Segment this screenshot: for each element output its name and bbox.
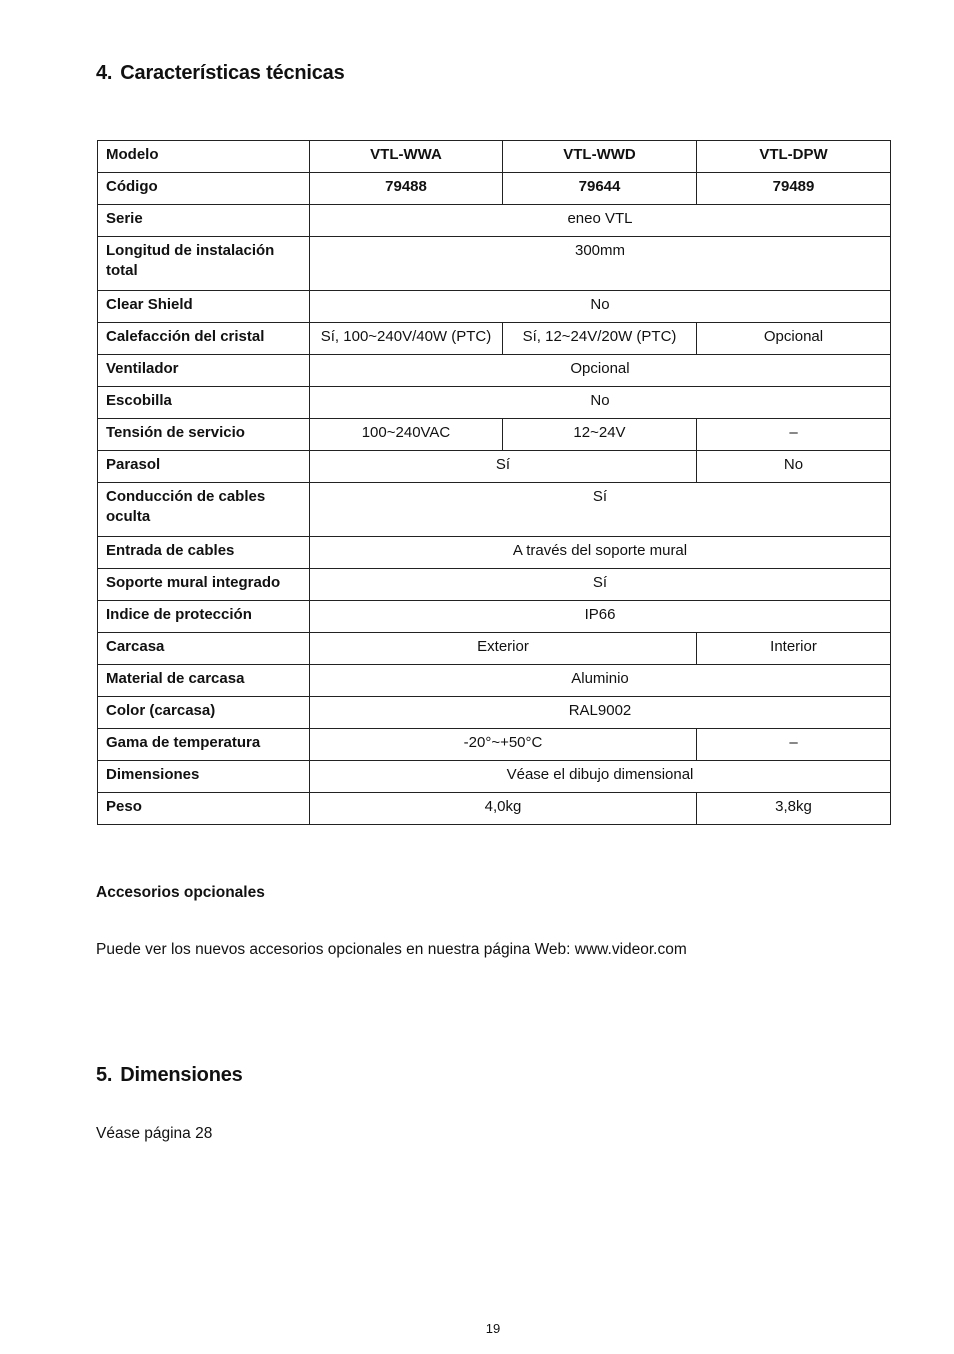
cell-value: No <box>310 291 891 323</box>
table-row <box>98 237 891 291</box>
cell-value: No <box>310 387 891 419</box>
row-label: Modelo <box>98 141 310 173</box>
table-row <box>98 291 891 323</box>
cell-value: 3,8kg <box>697 793 891 825</box>
table-row <box>98 387 891 419</box>
table-row <box>98 633 891 665</box>
model-name: VTL-WWA <box>310 141 503 173</box>
cell-value: Opcional <box>310 355 891 387</box>
model-name: VTL-WWD <box>503 141 697 173</box>
spec-table <box>97 140 891 825</box>
row-label: Código <box>98 173 310 205</box>
code-value: 79644 <box>503 173 697 205</box>
table-row <box>98 569 891 601</box>
section-5-text: Véase página 28 <box>96 1125 213 1142</box>
model-name: VTL-DPW <box>697 141 891 173</box>
cell-value: 300mm <box>310 237 891 291</box>
accessories-text: Puede ver los nuevos accesorios opcionales en nuestra página Web: www.videor.com <box>96 941 687 958</box>
table-row <box>98 205 891 237</box>
table-row <box>98 537 891 569</box>
row-label: Serie <box>98 205 310 237</box>
code-value: 79488 <box>310 173 503 205</box>
cell-value: Sí <box>310 569 891 601</box>
cell-value: Sí, 100~240V/40W (PTC) <box>310 323 503 355</box>
cell-value: RAL9002 <box>310 697 891 729</box>
table-row <box>98 601 891 633</box>
section-title: Características técnicas <box>120 62 345 84</box>
section-number: 4. <box>96 62 113 84</box>
table-row <box>98 665 891 697</box>
cell-value: IP66 <box>310 601 891 633</box>
row-label: Carcasa <box>98 633 310 665</box>
cell-value: eneo VTL <box>310 205 891 237</box>
cell-value: No <box>697 451 891 483</box>
section-title: Dimensiones <box>120 1064 243 1086</box>
table-row <box>98 173 891 205</box>
cell-value: Sí, 12~24V/20W (PTC) <box>503 323 697 355</box>
row-label: Conducción de cables oculta <box>98 483 310 537</box>
row-label: Escobilla <box>98 387 310 419</box>
row-label: Peso <box>98 793 310 825</box>
cell-value: Interior <box>697 633 891 665</box>
section-5-heading <box>96 1064 243 1087</box>
table-row <box>98 419 891 451</box>
cell-value: 100~240VAC <box>310 419 503 451</box>
cell-value: – <box>697 419 891 451</box>
row-label: Clear Shield <box>98 291 310 323</box>
cell-value: -20°~+50°C <box>310 729 697 761</box>
section-4-heading <box>96 62 345 85</box>
row-label: Parasol <box>98 451 310 483</box>
accessories-heading: Accesorios opcionales <box>96 884 265 901</box>
cell-value: – <box>697 729 891 761</box>
row-label: Soporte mural integrado <box>98 569 310 601</box>
cell-value: 4,0kg <box>310 793 697 825</box>
row-label: Ventilador <box>98 355 310 387</box>
row-label: Indice de protección <box>98 601 310 633</box>
table-row <box>98 483 891 537</box>
row-label: Calefacción del cristal <box>98 323 310 355</box>
row-label: Color (carcasa) <box>98 697 310 729</box>
cell-value: Sí <box>310 483 891 537</box>
row-label: Tensión de servicio <box>98 419 310 451</box>
page-number: 19 <box>485 1321 501 1336</box>
row-label: Entrada de cables <box>98 537 310 569</box>
code-value: 79489 <box>697 173 891 205</box>
row-label: Dimensiones <box>98 761 310 793</box>
table-header-row <box>98 141 891 173</box>
table-row <box>98 323 891 355</box>
section-number: 5. <box>96 1064 113 1086</box>
table-row <box>98 355 891 387</box>
table-row <box>98 729 891 761</box>
cell-value: Opcional <box>697 323 891 355</box>
table-row <box>98 761 891 793</box>
table-row <box>98 451 891 483</box>
cell-value: 12~24V <box>503 419 697 451</box>
table-row <box>98 697 891 729</box>
cell-value: Véase el dibujo dimensional <box>310 761 891 793</box>
cell-value: Exterior <box>310 633 697 665</box>
row-label: Gama de temperatura <box>98 729 310 761</box>
table-row <box>98 793 891 825</box>
row-label: Longitud de instalación total <box>98 237 310 291</box>
cell-value: Aluminio <box>310 665 891 697</box>
row-label: Material de carcasa <box>98 665 310 697</box>
cell-value: A través del soporte mural <box>310 537 891 569</box>
cell-value: Sí <box>310 451 697 483</box>
